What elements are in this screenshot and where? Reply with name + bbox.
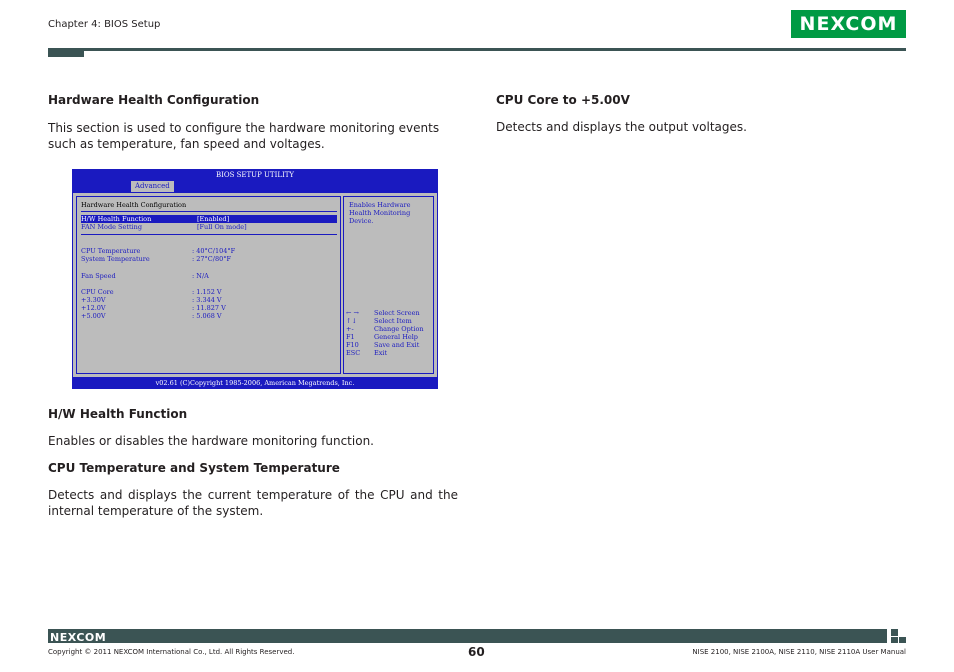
- bios-volt-label: +5.00V: [81, 312, 106, 320]
- bios-volt-label: CPU Core: [81, 288, 114, 296]
- bios-volt-label: +3.30V: [81, 296, 106, 304]
- bios-temp-label: CPU Temperature: [81, 247, 141, 255]
- bios-temp-value: : 27°C/80°F: [192, 255, 231, 263]
- bios-key: F10: [346, 341, 359, 349]
- bios-volt-value: : 5.068 V: [192, 312, 222, 320]
- header-accent: [48, 48, 84, 57]
- bios-title: BIOS SETUP UTILITY: [72, 169, 438, 181]
- footer-square: [891, 629, 898, 636]
- bios-key: ↑↓: [346, 317, 357, 325]
- bios-help-line: Health Monitoring: [349, 209, 411, 217]
- heading-cpu-core: CPU Core to +5.00V: [496, 93, 630, 107]
- bios-help-line: Enables Hardware: [349, 201, 411, 209]
- bios-volt-value: : 1.152 V: [192, 288, 222, 296]
- bios-fan-label: Fan Speed: [81, 272, 116, 280]
- bios-key-desc: Select Screen: [374, 309, 420, 317]
- bios-row-label: H/W Health Function: [81, 215, 152, 223]
- bios-temp-value: : 40°C/104°F: [192, 247, 236, 255]
- page-number: 60: [468, 645, 485, 659]
- footer-logo: NEXCOM: [50, 631, 107, 644]
- heading-hw-health-function: H/W Health Function: [48, 407, 188, 421]
- nexcom-logo: [791, 10, 906, 38]
- paragraph-intro: This section is used to configure the hardware monitoring events such as temperature, fan speed and voltages.: [48, 121, 440, 151]
- manual-title: NISE 2100, NISE 2100A, NISE 2110, NISE 2110A User Manual: [692, 648, 906, 656]
- bios-section-title: Hardware Health Configuration: [81, 201, 187, 209]
- paragraph-cpu-core: Detects and displays the output voltages.: [496, 120, 747, 134]
- bios-key: ← →: [346, 309, 359, 317]
- bios-footer: v02.61 (C)Copyright 1985-2006, American Megatrends, Inc.: [155, 379, 355, 387]
- bios-key-desc: Select Item: [374, 317, 412, 325]
- bios-key-desc: General Help: [374, 333, 418, 341]
- heading-cpu-temperature: CPU Temperature and System Temperature: [48, 461, 340, 475]
- bios-body: [73, 193, 437, 377]
- bios-key-desc: Exit: [374, 349, 388, 357]
- bios-row-label: FAN Mode Setting: [81, 223, 142, 231]
- bios-key-desc: Save and Exit: [374, 341, 420, 349]
- paragraph-hw-health-function: Enables or disables the hardware monitoring function.: [48, 434, 374, 448]
- bios-temp-label: System Temperature: [81, 255, 150, 263]
- footer-square: [899, 637, 906, 643]
- copyright: Copyright © 2011 NEXCOM International Co., Ltd. All Rights Reserved.: [48, 648, 295, 656]
- bios-help-line: Device.: [349, 217, 374, 225]
- bios-volt-label: +12.0V: [81, 304, 106, 312]
- bios-tab-advanced: Advanced: [131, 181, 174, 192]
- heading-hardware-health: Hardware Health Configuration: [48, 93, 260, 107]
- bios-volt-value: : 11.827 V: [192, 304, 226, 312]
- bios-help-panel: [343, 196, 434, 374]
- bios-key: +-: [346, 325, 354, 333]
- bios-key: ESC: [346, 349, 361, 357]
- bios-volt-value: : 3.344 V: [192, 296, 222, 304]
- bios-row-value: [Full On mode]: [197, 223, 247, 231]
- bios-separator: [81, 211, 337, 212]
- header-rule: [84, 48, 906, 51]
- bios-main-panel: [76, 196, 341, 374]
- bios-screenshot: [72, 169, 438, 389]
- bios-row-value: [Enabled]: [197, 215, 230, 223]
- bios-key: F1: [346, 333, 355, 341]
- paragraph-cpu-temperature: Detects and displays the current temperature of the CPU and the internal temperature of the system.: [48, 488, 458, 518]
- bios-key-desc: Change Option: [374, 325, 424, 333]
- chapter-label: Chapter 4: BIOS Setup: [48, 19, 161, 30]
- footer-square: [891, 637, 898, 643]
- bios-separator: [81, 234, 337, 235]
- footer-rule: [48, 629, 887, 643]
- logo-text: NEXCOM: [799, 13, 898, 35]
- bios-tabbar: [72, 181, 438, 193]
- bios-row-selected: [81, 215, 337, 223]
- bios-fan-value: : N/A: [192, 272, 209, 280]
